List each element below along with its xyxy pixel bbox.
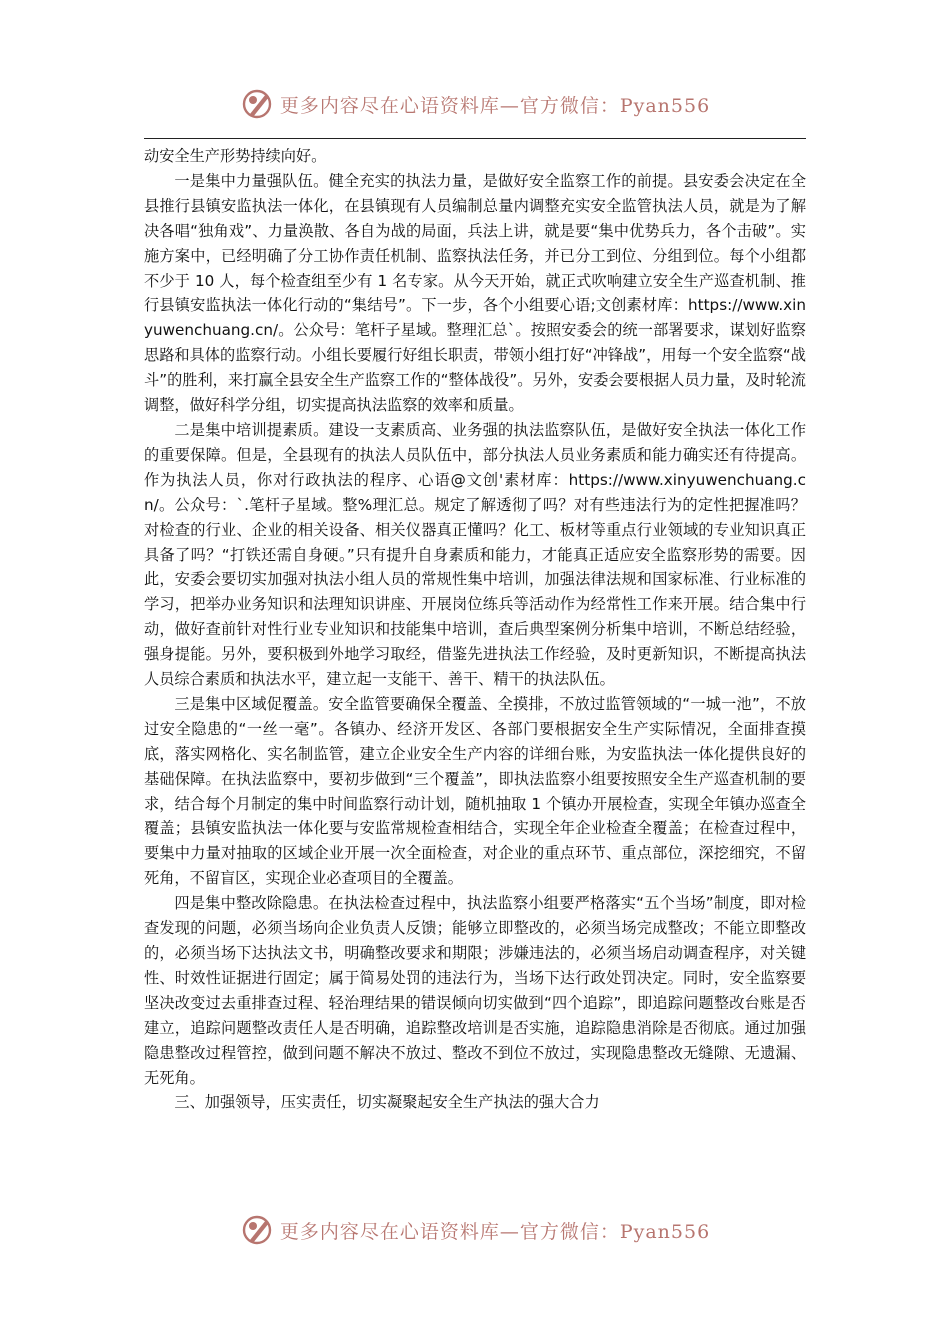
section-heading-leadership: 三、加强领导，压实责任，切实凝聚起安全生产执法的强大合力 xyxy=(174,1093,600,1112)
watermark-text: 更多内容尽在心语资料库—官方微信：Pyan556 xyxy=(279,1220,711,1243)
header-divider xyxy=(144,138,806,139)
paragraph-continuation: 动安全生产形势持续向好。 xyxy=(144,147,327,165)
paragraph-strengthen-team: 一是集中力量强队伍。健全充实的执法力量，是做好安全监察工作的前提。县安委会决定在全县推行县镇安监执法一体化，在县镇现有人员编制总量内调整充实安全监管执法人员，就是为了解决各唱“独角戏”、力量涣散、各自为战的局面，兵法上讲，就是要“集中优势兵力，各个击破”。实施方案中，已经明确了分工协作责任机制、监察执法任务，并已分工到位、分组到位。每个小组都不少于 10 人，每个检查组至少有 1 名专家。从今天开始，就正式吹响建立安全生产巡查机制、推行县镇安监执法一体化行动的“集结号”。下一步，各个小组要心语;文创素材库：https://www.xinyuwenchuang.cn/。公众号：笔杆子星域。整理汇总`。按照安委会的统一部署要求，谋划好监察思路和具体的监察行动。小组长要履行好组长职责，带领小组打好“冲锋战”，用每一个安全监察“战斗”的胜利，来打赢全县安全生产监察工作的“整体战役”。另外，安委会要根据人员力量，及时轮流调整，做好科学分组，切实提高执法监察的效率和质量。 xyxy=(144,171,806,415)
paragraph-coverage: 三是集中区域促覆盖。安全监管要确保全覆盖、全摸排，不放过监管领域的“一城一池”，不放过安全隐患的“一丝一毫”。各镇办、经济开发区、各部门要根据安全生产实际情况，全面排查摸底，落实网格化、实名制监管，建立企业安全生产内容的详细台账，为安监执法一体化提供良好的基础保障。在执法监察中，要初步做到“三个覆盖”，即执法监察小组要按照安全生产巡查机制的要求，结合每个月制定的集中时间监察行动计划，随机抽取 1 个镇办开展检查，实现全年镇办巡查全覆盖；县镇安监执法一体化要与安监常规检查相结合，实现全年企业检查全覆盖；在检查过程中，要集中力量对抽取的区域企业开展一次全面检查，对企业的重点环节、重点部位，深挖细究，不留死角，不留盲区，实现企业必查项目的全覆盖。 xyxy=(144,694,806,888)
header-watermark xyxy=(0,82,950,126)
footer-watermark xyxy=(0,1208,950,1252)
paragraph-training: 二是集中培训提素质。建设一支素质高、业务强的执法监察队伍，是做好安全执法一体化工作的重要保障。但是，全县现有的执法人员队伍中，部分执法人员业务素质和能力确实还有待提高。作为执法人员，你对行政执法的程序、心语@文创'素材库：https://www.xinyuwenchuang.cn/。公众号：`.笔杆子星域。整%理汇总。规定了解透彻了吗？对有些违法行为的定性把握准吗？对检查的行业、企业的相关设备、相关仪器真正懂吗？化工、板材等重点行业领域的专业知识真正具备了吗？“打铁还需自身硬。”只有提升自身素质和能力，才能真正适应安全监察形势的需要。因此，安委会要切实加强对执法小组人员的常规性集中培训，加强法律法规和国家标准、行业标准的学习，把举办业务知识和法理知识讲座、开展岗位练兵等活动作为经常性工作来开展。结合集中行动，做好查前针对性行业专业知识和技能集中培训，查后典型案例分析集中培训，不断总结经验，强身提能。另外，要积极到外地学习取经，借鉴先进执法工作经验，及时更新知识，不断提高执法人员综合素质和执法水平，建立起一支能干、善干、精干的执法队伍。 xyxy=(144,420,806,689)
pen-logo-icon xyxy=(240,1213,274,1247)
pen-logo-icon xyxy=(240,87,274,121)
document-body xyxy=(144,144,806,1115)
watermark-text: 更多内容尽在心语资料库—官方微信：Pyan556 xyxy=(279,94,711,117)
paragraph-rectification: 四是集中整改除隐患。在执法检查过程中，执法监察小组要严格落实“五个当场”制度，即对检查发现的问题，必须当场向企业负责人反馈；能够立即整改的，必须当场完成整改；不能立即整改的，必须当场下达执法文书，明确整改要求和期限；涉嫌违法的，必须当场启动调查程序，对关键性、时效性证据进行固定；属于简易处罚的违法行为，当场下达行政处罚决定。同时，安全监察要坚决改变过去重排查过程、轻治理结果的错误倾向切实做到“四个追踪”，即追踪问题整改台账是否建立，追踪问题整改责任人是否明确，追踪整改培训是否实施，追踪隐患消除是否彻底。通过加强隐患整改过程管控，做到问题不解决不放过、整改不到位不放过，实现隐患整改无缝隙、无遗漏、无死角。 xyxy=(144,894,806,1087)
